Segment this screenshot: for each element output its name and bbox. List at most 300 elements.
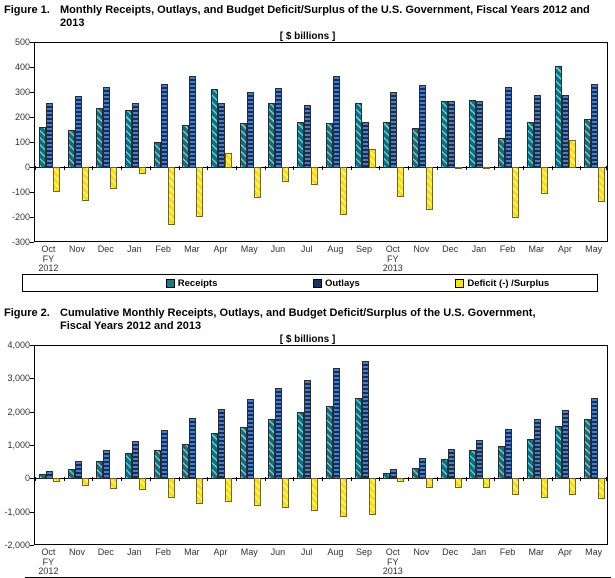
bar-deficit — [512, 478, 519, 494]
bar-outlays — [275, 388, 282, 479]
bar-receipts — [154, 450, 161, 480]
category-label-line: Jun — [270, 244, 286, 254]
category-label-line: Jan — [127, 244, 142, 254]
category-label-line: Feb — [499, 244, 516, 254]
y-axis-tick-label: 0 — [24, 162, 30, 172]
y-axis-tick-mark — [30, 217, 34, 218]
y-axis-tick-label: 0 — [24, 473, 30, 484]
bar-outlays — [505, 87, 512, 169]
category-label-line: Apr — [213, 244, 228, 254]
bar-deficit — [369, 478, 376, 514]
x-axis-tick-mark — [92, 166, 93, 170]
category-label — [378, 245, 407, 274]
bar-outlays — [476, 101, 483, 168]
figure1-title-prefix: Figure 1. — [4, 4, 50, 16]
category-label-line: Jan — [471, 547, 487, 557]
bar-outlays — [534, 95, 541, 168]
bar-outlays — [103, 450, 110, 479]
category-label — [264, 245, 293, 255]
bar-deficit — [225, 153, 232, 168]
category-label — [149, 245, 178, 255]
bar-outlays — [362, 122, 369, 169]
bar-outlays — [247, 399, 254, 479]
category-label — [493, 548, 522, 558]
category-label-line: Mar — [184, 244, 200, 254]
x-axis-tick-mark — [466, 477, 467, 481]
bar-deficit — [139, 478, 146, 490]
category-label — [91, 245, 120, 255]
bar-deficit — [282, 167, 289, 182]
bar-receipts — [498, 138, 505, 169]
plot-area — [34, 42, 608, 242]
category-label-line: FY — [42, 253, 55, 264]
bar-receipts — [211, 433, 218, 479]
y-axis-tick-label: -2,000 — [4, 540, 30, 550]
bar-deficit — [340, 167, 347, 215]
bar-outlays — [448, 449, 455, 479]
bar-receipts — [326, 406, 333, 479]
bar-receipts — [96, 108, 103, 168]
bar-outlays — [161, 430, 168, 479]
category-label-line: 2013 — [382, 263, 403, 273]
category-label — [350, 548, 379, 558]
category-label-line: May — [585, 547, 603, 557]
category-label-line: May — [585, 244, 603, 254]
y-axis-tick-label: -100 — [11, 187, 30, 197]
bar-receipts — [297, 412, 304, 479]
category-label — [551, 548, 580, 558]
x-axis-tick-mark — [494, 166, 495, 170]
x-axis-tick-mark — [35, 166, 36, 170]
x-axis-tick-mark — [351, 477, 352, 481]
bar-deficit — [598, 478, 605, 499]
x-axis-tick-mark — [379, 166, 380, 170]
category-label — [350, 245, 379, 255]
category-label-line: Aug — [327, 547, 344, 557]
x-axis-tick-mark — [606, 477, 607, 481]
bar-outlays — [448, 101, 455, 169]
bar-outlays — [304, 380, 311, 479]
figure2-title-line2: Fiscal Years 2012 and 2013 — [60, 320, 202, 332]
bar-receipts — [182, 444, 189, 480]
figure2-units-label: [ $ billions ] — [279, 334, 336, 345]
bar-outlays — [333, 368, 340, 480]
category-label-line: May — [240, 547, 258, 557]
category-label — [407, 548, 436, 558]
x-axis-tick-mark — [379, 477, 380, 481]
y-axis-tick-mark — [30, 478, 34, 479]
y-axis-tick-mark — [30, 42, 34, 43]
category-label-line: Oct — [41, 244, 56, 254]
outlays-swatch-icon — [313, 279, 322, 288]
bar-receipts — [584, 419, 591, 479]
category-label — [120, 548, 149, 558]
category-label — [206, 245, 235, 255]
bar-deficit — [340, 478, 347, 517]
category-label — [264, 548, 293, 558]
x-axis-tick-mark — [293, 166, 294, 170]
legend-item-deficit — [455, 278, 549, 289]
x-axis-tick-mark — [92, 477, 93, 481]
bar-deficit — [483, 167, 490, 169]
y-axis-tick-label: 300 — [14, 87, 30, 97]
x-axis-tick-mark — [552, 477, 553, 481]
bar-deficit — [311, 478, 318, 510]
y-axis-tick-label: 100 — [14, 137, 30, 147]
y-axis-tick-mark — [30, 545, 34, 546]
category-label-line: Mar — [528, 244, 544, 254]
x-axis-tick-mark — [207, 477, 208, 481]
category-label — [235, 548, 264, 558]
x-axis-tick-mark — [580, 477, 581, 481]
bar-outlays — [75, 96, 82, 168]
bar-outlays — [132, 103, 139, 169]
category-label-line: Feb — [155, 244, 171, 254]
y-axis-tick-mark — [30, 117, 34, 118]
bar-outlays — [562, 410, 569, 480]
category-label-line: Nov — [413, 547, 430, 557]
x-axis-tick-mark — [494, 477, 495, 481]
deficit-swatch-icon — [455, 279, 464, 288]
x-axis-tick-mark — [437, 477, 438, 481]
category-label — [178, 548, 207, 558]
category-label — [436, 548, 465, 558]
category-label — [120, 245, 149, 255]
bar-receipts — [268, 103, 275, 168]
bar-outlays — [46, 471, 53, 480]
x-axis-tick-mark — [121, 477, 122, 481]
y-axis-tick-mark — [30, 192, 34, 193]
bar-outlays — [189, 418, 196, 479]
category-label-line: Feb — [499, 547, 516, 557]
category-label — [579, 548, 608, 558]
category-label-line: Jun — [270, 547, 286, 557]
y-axis-tick-label: 2,000 — [7, 406, 30, 417]
bar-deficit — [254, 478, 261, 506]
category-label-line: Jan — [471, 244, 487, 254]
x-axis-labels — [34, 548, 608, 578]
bar-receipts — [154, 142, 161, 168]
category-label — [63, 245, 92, 255]
y-axis-tick-mark — [30, 378, 34, 379]
category-label — [551, 245, 580, 255]
category-label — [522, 548, 551, 558]
bar-receipts — [527, 122, 534, 169]
bar-deficit — [541, 167, 548, 194]
y-axis-tick-label: 500 — [14, 37, 30, 47]
x-axis-tick-mark — [322, 166, 323, 170]
bar-receipts — [68, 469, 75, 480]
bar-outlays — [390, 469, 397, 479]
bar-outlays — [218, 103, 225, 168]
bar-outlays — [419, 85, 426, 169]
bar-receipts — [383, 122, 390, 168]
x-axis-tick-mark — [523, 166, 524, 170]
category-label-line: Aug — [327, 244, 344, 254]
x-axis-tick-mark — [179, 477, 180, 481]
bar-receipts — [182, 125, 189, 168]
x-axis-tick-mark — [293, 477, 294, 481]
bar-receipts — [125, 453, 132, 479]
legend-item-outlays — [313, 278, 360, 289]
category-label-line: Dec — [97, 547, 114, 557]
bar-deficit — [53, 167, 60, 192]
bar-receipts — [326, 123, 333, 168]
x-axis-labels — [34, 245, 608, 275]
figure2-title-prefix: Figure 2. — [4, 307, 50, 319]
x-axis-tick-mark — [606, 166, 607, 170]
category-label-line: Dec — [442, 244, 459, 254]
bar-outlays — [591, 398, 598, 479]
bar-receipts — [441, 459, 448, 480]
bar-outlays — [562, 95, 569, 169]
bar-outlays — [132, 441, 139, 479]
y-axis-tick-label: -1,000 — [4, 506, 30, 517]
bar-receipts — [555, 426, 562, 479]
category-label — [493, 245, 522, 255]
bar-receipts — [125, 110, 132, 169]
bar-deficit — [569, 478, 576, 494]
bar-receipts — [96, 461, 103, 480]
x-axis-tick-mark — [64, 477, 65, 481]
category-label — [34, 245, 63, 274]
y-axis-tick-mark — [30, 167, 34, 168]
category-label-line: Feb — [155, 547, 171, 557]
figure1-chart — [0, 37, 615, 273]
category-label-line: Dec — [442, 547, 459, 557]
x-axis-tick-mark — [179, 166, 180, 170]
bar-deficit — [369, 149, 376, 168]
x-axis-tick-mark — [552, 166, 553, 170]
bar-outlays — [333, 76, 340, 168]
bar-deficit — [53, 478, 60, 481]
category-label — [91, 548, 120, 558]
bar-outlays — [247, 92, 254, 168]
category-label — [522, 245, 551, 255]
y-axis-tick-label: 200 — [14, 112, 30, 122]
bar-deficit — [426, 167, 433, 210]
y-axis-tick-label: -300 — [11, 237, 30, 247]
x-axis-tick-mark — [35, 477, 36, 481]
bar-deficit — [455, 167, 462, 169]
y-axis-tick-label: -200 — [11, 212, 30, 222]
y-axis-tick-mark — [30, 142, 34, 143]
y-axis-tick-label: 4,000 — [7, 340, 30, 350]
category-label-line: 2013 — [382, 566, 403, 576]
bar-outlays — [75, 461, 82, 479]
bar-deficit — [254, 167, 261, 198]
category-label-line: Jan — [127, 547, 142, 557]
category-label — [465, 548, 494, 558]
bar-outlays — [362, 361, 369, 479]
category-label — [321, 245, 350, 255]
bar-deficit — [541, 478, 548, 498]
bar-deficit — [168, 167, 175, 225]
category-label-line: Sep — [356, 547, 373, 557]
category-label — [34, 548, 63, 577]
figure1-units-label: [ $ billions ] — [279, 31, 336, 42]
x-axis-tick-mark — [236, 166, 237, 170]
category-label-line: 2012 — [38, 566, 59, 576]
legend-label-outlays: Outlays — [324, 277, 360, 289]
category-label — [178, 245, 207, 255]
bar-receipts — [39, 127, 46, 168]
bar-receipts — [412, 128, 419, 169]
bar-receipts — [383, 473, 390, 479]
x-axis-tick-mark — [207, 166, 208, 170]
bar-deficit — [82, 167, 89, 201]
x-axis-tick-mark — [265, 166, 266, 170]
bar-receipts — [68, 130, 75, 168]
category-label-line: Oct — [41, 547, 56, 557]
bar-deficit — [196, 167, 203, 217]
bar-deficit — [311, 167, 318, 185]
bar-deficit — [455, 478, 462, 488]
bar-outlays — [103, 87, 110, 169]
legend-item-receipts — [166, 278, 218, 289]
y-axis-tick-mark — [30, 412, 34, 413]
bar-outlays — [218, 409, 225, 479]
category-label-line: Nov — [69, 244, 86, 254]
category-label — [235, 245, 264, 255]
bar-deficit — [282, 478, 289, 508]
category-label-line: FY — [386, 253, 399, 264]
category-label — [63, 548, 92, 558]
bar-deficit — [569, 140, 576, 168]
y-axis-tick-label: 1,000 — [7, 440, 30, 450]
figure1-legend — [22, 274, 598, 292]
bar-outlays — [534, 419, 541, 479]
category-label-line: Oct — [385, 547, 400, 557]
bar-deficit — [168, 478, 175, 497]
bar-receipts — [355, 103, 362, 168]
category-label-line: Jul — [300, 547, 313, 557]
bar-receipts — [297, 122, 304, 168]
category-label-line: Nov — [413, 244, 430, 254]
category-label-line: Mar — [528, 547, 544, 557]
category-label-line: Apr — [557, 547, 572, 557]
category-label-line: Dec — [97, 244, 114, 254]
bar-receipts — [441, 101, 448, 169]
x-axis-tick-mark — [437, 166, 438, 170]
category-label — [149, 548, 178, 558]
y-axis-tick-mark — [30, 242, 34, 243]
bar-receipts — [555, 66, 562, 168]
bar-deficit — [598, 167, 605, 202]
x-axis-tick-mark — [150, 477, 151, 481]
category-label — [292, 548, 321, 558]
category-label — [579, 245, 608, 255]
x-axis-tick-mark — [265, 477, 266, 481]
category-label-line: Oct — [385, 244, 400, 254]
bar-receipts — [211, 89, 218, 169]
figure1-title-text: Monthly Receipts, Outlays, and Budget Deficit/Surplus of the U.S. Government, Fiscal Years 2012 and 2013 — [60, 4, 590, 29]
bar-receipts — [584, 119, 591, 168]
bar-outlays — [390, 92, 397, 168]
x-axis-tick-mark — [580, 166, 581, 170]
x-axis-tick-mark — [523, 477, 524, 481]
bar-deficit — [82, 478, 89, 486]
bar-deficit — [196, 478, 203, 504]
bar-receipts — [469, 100, 476, 168]
receipts-swatch-icon — [166, 279, 175, 288]
bar-outlays — [505, 429, 512, 479]
bar-receipts — [240, 427, 247, 479]
x-axis-tick-mark — [236, 477, 237, 481]
bar-receipts — [469, 450, 476, 480]
bar-outlays — [304, 105, 311, 169]
bar-deficit — [483, 478, 490, 488]
category-label — [206, 548, 235, 558]
figure2-title-line1: Cumulative Monthly Receipts, Outlays, and Budget Deficit/Surplus of the U.S. Government, — [60, 307, 536, 319]
bar-outlays — [189, 76, 196, 168]
x-axis-tick-mark — [121, 166, 122, 170]
bar-deficit — [110, 167, 117, 189]
y-axis-tick-mark — [30, 512, 34, 513]
category-label — [378, 548, 407, 577]
bar-outlays — [46, 103, 53, 169]
bar-deficit — [225, 478, 232, 502]
legend-label-receipts: Receipts — [177, 277, 218, 289]
x-axis-tick-mark — [150, 166, 151, 170]
y-axis-tick-mark — [30, 67, 34, 68]
bar-receipts — [355, 398, 362, 480]
bar-deficit — [426, 478, 433, 488]
bar-deficit — [397, 167, 404, 197]
category-label-line: Nov — [69, 547, 86, 557]
bar-receipts — [268, 419, 275, 480]
y-axis-tick-mark — [30, 445, 34, 446]
category-label-line: FY — [42, 556, 55, 567]
category-label — [436, 245, 465, 255]
x-axis-tick-mark — [466, 166, 467, 170]
bar-outlays — [161, 84, 168, 168]
bar-deficit — [397, 478, 404, 482]
legend-label-deficit: Deficit (-) /Surplus — [467, 277, 550, 289]
category-label-line: Apr — [557, 244, 572, 254]
x-axis-tick-mark — [64, 166, 65, 170]
category-label — [465, 245, 494, 255]
y-axis-tick-label: 400 — [14, 62, 30, 72]
bar-receipts — [412, 468, 419, 480]
x-axis-tick-mark — [322, 477, 323, 481]
figure2-chart — [0, 340, 615, 576]
bar-outlays — [419, 458, 426, 479]
bar-deficit — [110, 478, 117, 489]
category-label-line: 2012 — [38, 263, 59, 273]
category-label-line: Sep — [356, 244, 373, 254]
category-label-line: FY — [386, 556, 399, 567]
figure1-title — [0, 0, 615, 30]
category-label — [292, 245, 321, 255]
bar-receipts — [39, 474, 46, 479]
category-label — [321, 548, 350, 558]
bar-receipts — [527, 439, 534, 479]
y-axis-tick-mark — [30, 345, 34, 346]
x-axis-tick-mark — [351, 166, 352, 170]
category-label-line: May — [240, 244, 258, 254]
bar-outlays — [476, 440, 483, 479]
x-axis-tick-mark — [408, 477, 409, 481]
category-label-line: Mar — [184, 547, 200, 557]
plot-area — [34, 345, 608, 545]
y-axis-tick-mark — [30, 92, 34, 93]
bar-deficit — [139, 167, 146, 174]
bar-outlays — [275, 88, 282, 168]
category-label-line: Apr — [213, 547, 228, 557]
y-axis-tick-label: 3,000 — [7, 373, 30, 384]
bar-receipts — [240, 123, 247, 168]
